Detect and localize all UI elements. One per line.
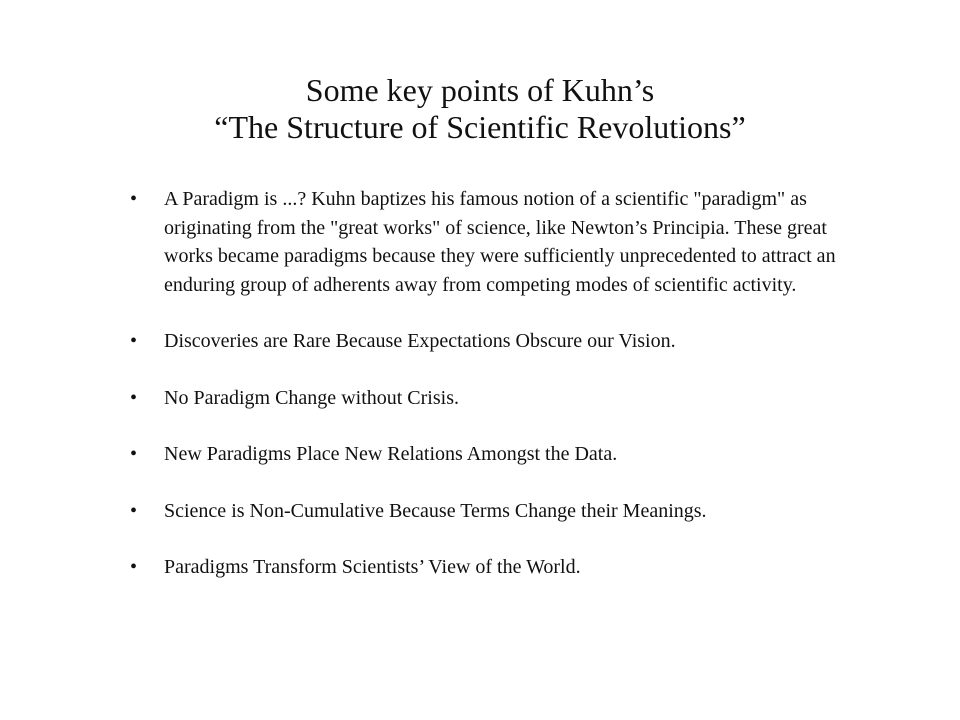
bullet-list [130,185,850,610]
bullet-paradigm-definition: • A Paradigm is ...? Kuhn baptizes his famous notion of a scientific "paradigm" as originating from the "great works" of science, like Newton’s Principia. These great works became paradigms because they were sufficiently unprecedented to attract an enduring group of adherents away from competing modes of scientific activity. [130,185,850,299]
title-line-1: Some key points of Kuhn’s [305,72,655,108]
bullet-new-relations: • New Paradigms Place New Relations Amongst the Data. [130,440,850,469]
bullet-no-change-without-crisis: • No Paradigm Change without Crisis. [130,384,850,413]
bullet-transform-view: • Paradigms Transform Scientists’ View of the World. [130,553,850,582]
bullet-non-cumulative: • Science is Non-Cumulative Because Terms Change their Meanings. [130,497,850,526]
bullet-discoveries-rare: • Discoveries are Rare Because Expectations Obscure our Vision. [130,327,850,356]
title-line-2: “The Structure of Scientific Revolutions” [214,109,746,145]
slide-title [80,72,880,146]
